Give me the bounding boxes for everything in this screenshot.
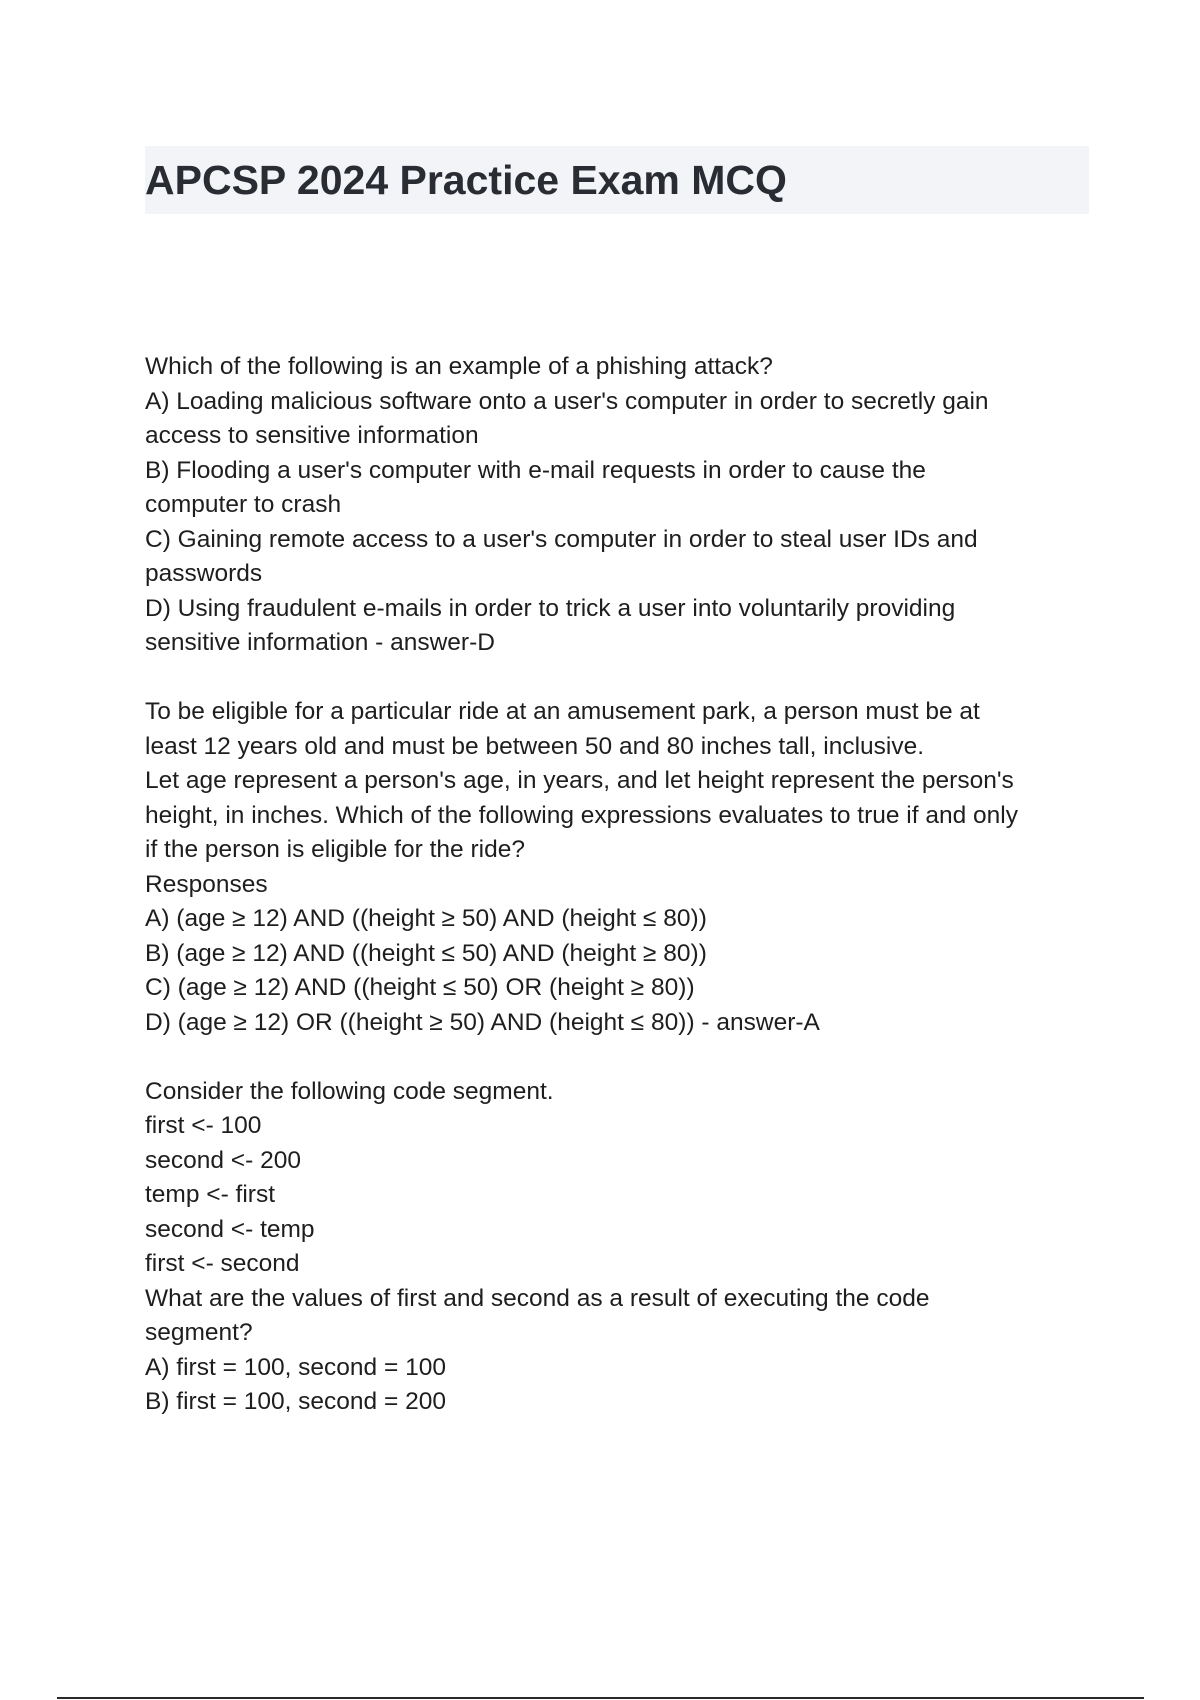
question-line: first <- 100 — [145, 1112, 262, 1139]
question-line: second <- temp — [145, 1215, 315, 1243]
question-line: B) Flooding a user's computer with e-mail requests in order to cause the — [145, 456, 926, 484]
question-line: height, in inches. Which of the following expressions evaluates to true if and only — [145, 801, 1018, 829]
question-line: sensitive information - answer-D — [145, 629, 495, 656]
question-line: least 12 years old and must be between 50 and 80 inches tall, inclusive. — [145, 732, 925, 760]
question-line: passwords — [145, 560, 263, 587]
question-line: D) (age ≥ 12) OR ((height ≥ 50) AND (height ≤ 80)) - answer-A — [145, 1008, 820, 1036]
question-line: if the person is eligible for the ride? — [145, 836, 525, 863]
question-line: C) (age ≥ 12) AND ((height ≤ 50) OR (height ≥ 80)) — [145, 974, 695, 1001]
question-line: B) first = 100, second = 200 — [145, 1388, 446, 1415]
question-line: What are the values of first and second as a result of executing the code — [145, 1284, 930, 1312]
page-title: APCSP 2024 Practice Exam MCQ — [145, 157, 787, 203]
question-line: access to sensitive information — [145, 422, 479, 449]
question-line: temp <- first — [145, 1181, 276, 1208]
question-line: computer to crash — [145, 491, 342, 518]
question-block-phishing — [145, 350, 1090, 661]
question-line: B) (age ≥ 12) AND ((height ≤ 50) AND (height ≥ 80)) — [145, 939, 707, 967]
question-line: C) Gaining remote access to a user's computer in order to steal user IDs and — [145, 525, 978, 553]
question-line: Consider the following code segment. — [145, 1077, 554, 1105]
question-line: Let age represent a person's age, in years, and let height represent the person's — [145, 767, 1014, 794]
question-line: Which of the following is an example of a phishing attack? — [145, 353, 773, 380]
question-line: To be eligible for a particular ride at an amusement park, a person must be at — [145, 698, 980, 725]
question-list — [145, 350, 1090, 1454]
question-line: D) Using fraudulent e-mails in order to trick a user into voluntarily providing — [145, 594, 956, 622]
question-line: Responses — [145, 870, 268, 898]
question-block-code-segment — [145, 1075, 1090, 1420]
question-line: A) (age ≥ 12) AND ((height ≥ 50) AND (height ≤ 80)) — [145, 905, 707, 932]
page-bottom-divider — [57, 1697, 1144, 1699]
question-line: A) first = 100, second = 100 — [145, 1353, 446, 1381]
title-banner — [145, 146, 1089, 214]
question-block-ride-eligibility — [145, 695, 1090, 1040]
question-line: first <- second — [145, 1250, 300, 1277]
question-line: segment? — [145, 1319, 253, 1346]
question-line: second <- 200 — [145, 1146, 301, 1174]
question-line: A) Loading malicious software onto a user's computer in order to secretly gain — [145, 387, 989, 415]
